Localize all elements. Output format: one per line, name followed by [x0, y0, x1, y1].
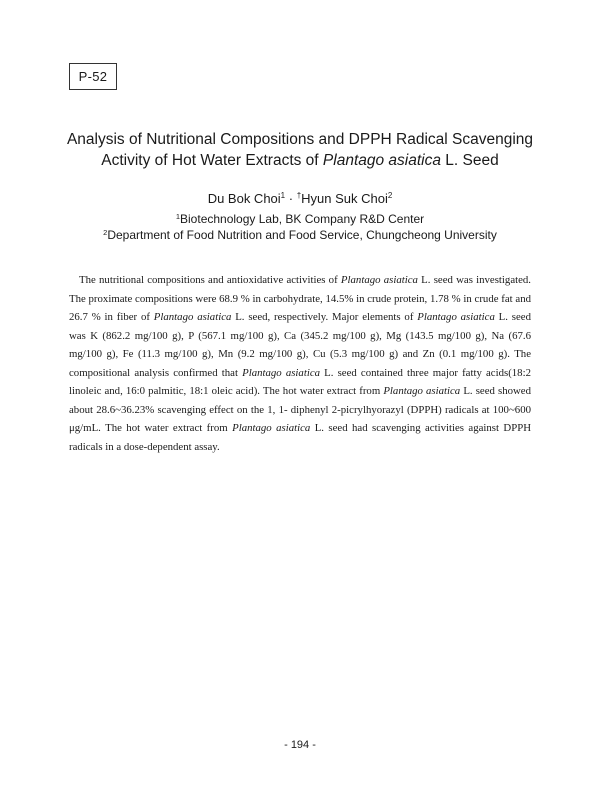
- affiliation-1: [0, 212, 600, 226]
- affiliation-2-mark: 2: [103, 228, 108, 237]
- abstract-text: L. seed, respectively. Major elements of: [231, 311, 418, 323]
- author-separator: ·: [285, 191, 297, 206]
- author-list: [0, 191, 600, 206]
- species-name: Plantago asiatica: [232, 422, 311, 434]
- title-line-2-suffix: L. Seed: [440, 152, 499, 169]
- affiliation-2-text: Department of Food Nutrition and Food Service, Chungcheong University: [107, 228, 497, 242]
- author-1-affil-mark: 1: [280, 191, 286, 200]
- author-1: Du Bok Choi: [207, 191, 281, 206]
- affiliation-1-mark: 1: [175, 212, 181, 221]
- affiliation-2: [0, 228, 600, 242]
- species-name: Plantago asiatica: [417, 311, 495, 323]
- species-name: Plantago asiatica: [383, 385, 461, 397]
- title-line-1: Analysis of Nutritional Compositions and DPPH Radical Scavenging: [66, 131, 534, 148]
- poster-id-box: [69, 63, 117, 90]
- author-2-affil-mark: 2: [387, 191, 393, 200]
- title-species: Plantago asiatica: [322, 152, 441, 169]
- abstract-text: L. seed was investigated. The proximate compositions were 68.9 % in carbohydrate, 14.5% in crude protein, 1.78 % in crude fat and 26.7 % in fiber of: [69, 274, 532, 323]
- abstract-text: L. seed contained three major fatty acids(18:2 linoleic and, 16:0 palmitic, 18:1 oleic acid). The hot water extract from: [69, 366, 531, 397]
- abstract-text: The nutritional compositions and antioxidative activities of: [79, 274, 341, 286]
- page-number: - 194 -: [284, 739, 316, 751]
- abstract-text: L. seed was K (862.2 mg/100 g), P (567.1 mg/100 g), Ca (345.2 mg/100 g), Mg (143.5 mg/100 g), Na (67.6 mg/100 g), Fe (11.3 mg/100 g), Mn (9.2 mg/100 g), Cu (5.3 mg/100 g) and Zn (0.1 mg/100 g). The compositional analysis confirmed that: [69, 311, 531, 379]
- author-2: Hyun Suk Choi: [301, 191, 388, 206]
- abstract: [69, 271, 531, 456]
- paper-title: [40, 129, 560, 171]
- abstract-text: L. seed had scavenging activities against DPPH radicals in a dose-dependent assay.: [69, 422, 531, 453]
- species-name: Plantago asiatica: [340, 274, 418, 286]
- title-line-2: [40, 150, 560, 171]
- title-line-2-prefix: Activity of Hot Water Extracts of: [101, 152, 323, 169]
- species-name: Plantago asiatica: [153, 311, 232, 323]
- abstract-text: L. seed showed about 28.6~36.23% scavenging effect on the 1, 1- diphenyl 2-picrylhyorazyl (DPPH) radicals at 100~600 μg/mL. The hot water extract from: [69, 385, 531, 434]
- poster-id: P-52: [78, 69, 108, 84]
- species-name: Plantago asiatica: [242, 366, 321, 379]
- corresponding-mark: †: [296, 191, 302, 200]
- affiliation-1-text: Biotechnology Lab, BK Company R&D Center: [180, 212, 425, 226]
